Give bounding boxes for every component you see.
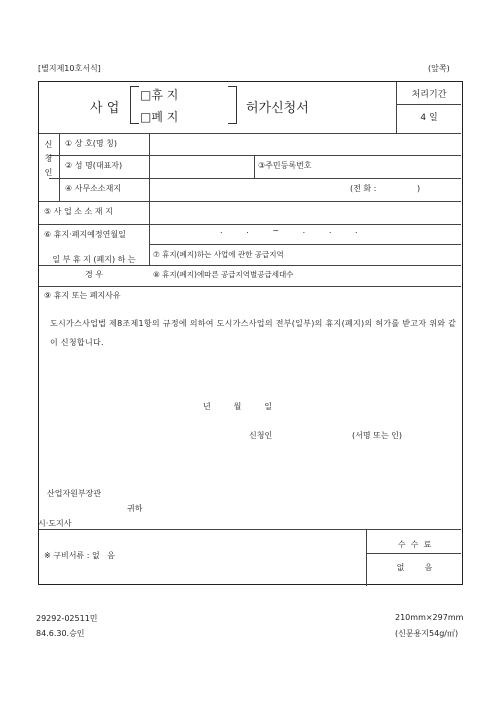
approval-date: 84.6.30.승인 bbox=[36, 629, 85, 638]
bracket-left bbox=[130, 86, 139, 124]
fee-label: 수 수 료 bbox=[397, 540, 432, 549]
household-count-label: ⑧ 휴지(폐지)에따른 공급지역별공급세대수 bbox=[153, 270, 294, 279]
form-number: [별지제10호서식] bbox=[38, 64, 101, 73]
addressee-ministry: 산업자원부장관 bbox=[47, 489, 102, 498]
planned-date-value: . . ~ . . . bbox=[220, 226, 362, 235]
option-suspend: □휴 지 bbox=[140, 88, 179, 102]
addressee-governor: 시·도지사 bbox=[38, 519, 72, 528]
trade-name-label: ① 상 호(명 칭) bbox=[65, 139, 117, 148]
phone-label: (전 화 : ) bbox=[350, 184, 421, 193]
bracket-right bbox=[228, 86, 237, 124]
business-location-label: ⑤ 사 업 소 소 재 지 bbox=[44, 207, 113, 216]
office-address-label: ④ 사무소소재지 bbox=[65, 184, 122, 193]
processing-period-value: 4 일 bbox=[420, 113, 438, 123]
title-suffix: 허가신청서 bbox=[246, 101, 309, 116]
partial-case-label: 일 부 휴 지 (폐지) 하 는 경 우 bbox=[52, 255, 136, 279]
applicant-section-label: 신청인 bbox=[44, 140, 53, 182]
planned-date-label: ⑥ 휴지·폐지예정연월일 bbox=[44, 230, 126, 239]
form-code: 29292-02511민 bbox=[36, 614, 98, 623]
signature-date: 년 월 일 bbox=[203, 402, 272, 411]
option-close: □폐 지 bbox=[140, 110, 179, 124]
applicant-sign-label: 신청인 bbox=[249, 431, 273, 440]
paper-type: (신문용지54g/㎡) bbox=[395, 629, 459, 638]
paper-size: 210mm×297mm bbox=[395, 613, 464, 622]
addressee-honorific: 귀하 bbox=[127, 504, 143, 513]
reason-label: ⑨ 휴지 또는 폐지사유 bbox=[44, 291, 121, 300]
page-side-label: (앞쪽) bbox=[428, 64, 450, 73]
processing-period-label: 처리기간 bbox=[411, 90, 447, 100]
sign-note: (서명 또는 인) bbox=[352, 431, 402, 440]
fee-value: 없 음 bbox=[396, 563, 433, 572]
title-business: 사 업 bbox=[90, 101, 120, 116]
application-statement: 도시가스사업법 제8조제1항의 규정에 의하여 도시가스사업의 전부(일부)의 휴지(폐지)의 허가를 받고자 위와 같이 신청합니다. bbox=[50, 319, 457, 347]
supply-area-label: ⑦ 휴지(폐지)하는 사업에 관한 공급지역 bbox=[153, 250, 284, 259]
resident-number-label: ③주민등록번호 bbox=[258, 161, 312, 170]
name-label: ② 성 명(대표자) bbox=[65, 161, 123, 170]
required-documents: ※ 구비서류 : 없 음 bbox=[44, 551, 116, 560]
